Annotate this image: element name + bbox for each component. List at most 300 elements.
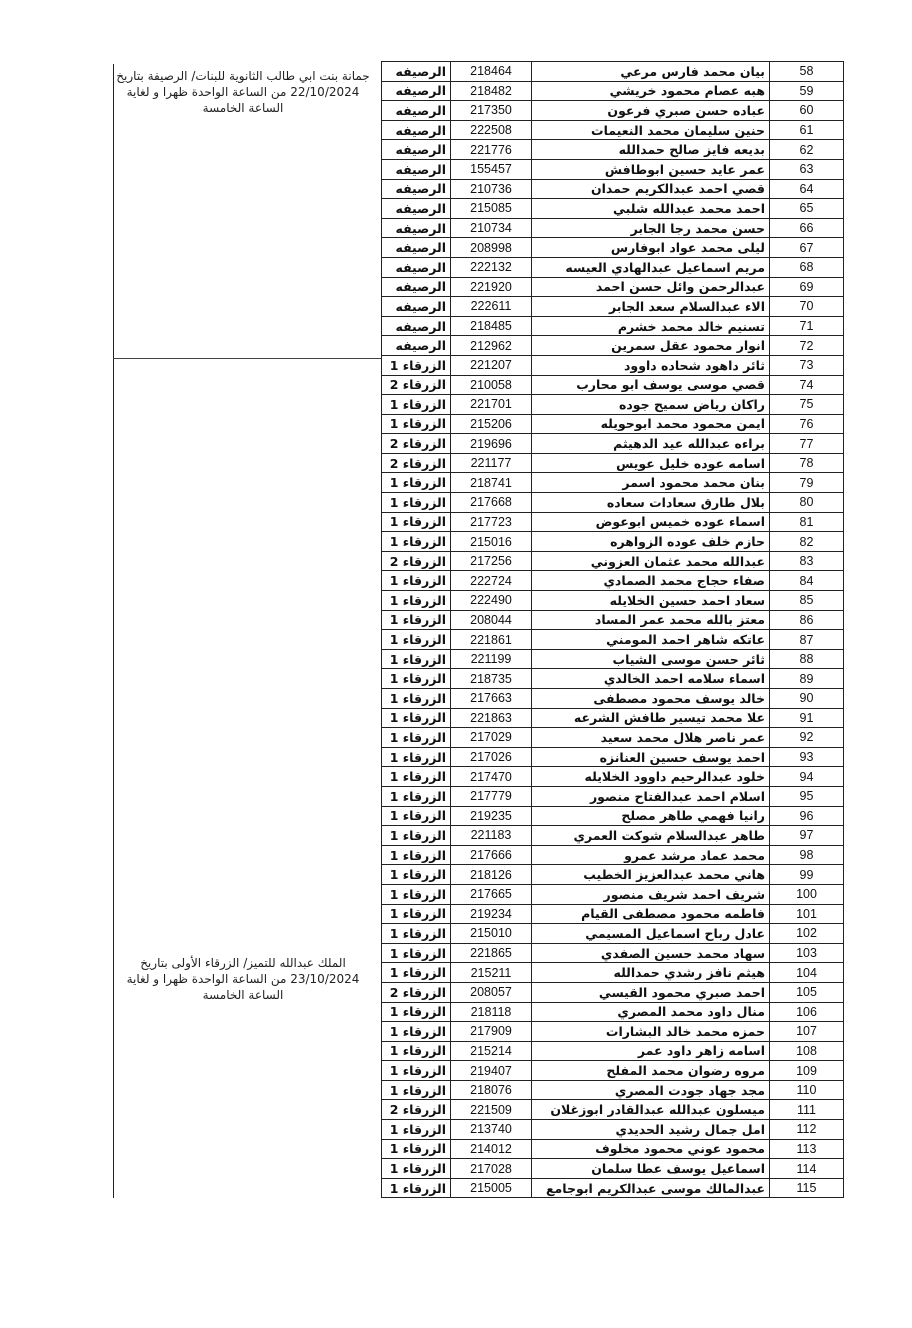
table-row: [382, 649, 844, 669]
table-row: [382, 845, 844, 865]
cell-student-name: ايمن محمود محمد ابوحويله: [532, 414, 770, 434]
cell-student-id: 215206: [451, 414, 532, 434]
table-row: [382, 826, 844, 846]
cell-serial-number: 75: [770, 395, 844, 415]
cell-serial-number: 112: [770, 1120, 844, 1140]
cell-city: الزرقاء 1: [382, 571, 451, 591]
cell-student-name: عاتكه شاهر احمد المومني: [532, 630, 770, 650]
cell-serial-number: 59: [770, 81, 844, 101]
cell-student-name: فاطمه محمود مصطفى القيام: [532, 904, 770, 924]
cell-city: الزرقاء 1: [382, 1159, 451, 1179]
table-row: [382, 571, 844, 591]
table-row: [382, 62, 844, 82]
cell-student-id: 219696: [451, 434, 532, 454]
table-row: [382, 786, 844, 806]
cell-student-name: خالد يوسف محمود مصطفى: [532, 689, 770, 709]
cell-student-name: حازم خلف عوده الزواهره: [532, 532, 770, 552]
cell-serial-number: 84: [770, 571, 844, 591]
cell-student-id: 219235: [451, 806, 532, 826]
cell-student-id: 217779: [451, 786, 532, 806]
cell-student-id: 213740: [451, 1120, 532, 1140]
cell-student-id: 208044: [451, 610, 532, 630]
table-row: [382, 1022, 844, 1042]
cell-student-id: 221920: [451, 277, 532, 297]
cell-student-id: 221183: [451, 826, 532, 846]
cell-city: الزرقاء 1: [382, 806, 451, 826]
cell-student-name: عمر عايد حسين ابوطافش: [532, 159, 770, 179]
cell-student-id: 218485: [451, 316, 532, 336]
cell-serial-number: 76: [770, 414, 844, 434]
cell-student-name: اسماعيل يوسف عطا سلمان: [532, 1159, 770, 1179]
table-row: [382, 1178, 844, 1198]
cell-student-id: 221863: [451, 708, 532, 728]
cell-city: الزرقاء 1: [382, 1080, 451, 1100]
cell-student-name: ميسلون عبدالله عبدالقادر ابوزغلان: [532, 1100, 770, 1120]
cell-student-name: احمد يوسف حسين العنانزه: [532, 747, 770, 767]
cell-student-id: 215010: [451, 924, 532, 944]
cell-city: الزرقاء 2: [382, 1100, 451, 1120]
session-end-2: الساعة الخامسة: [202, 988, 284, 1002]
cell-serial-number: 58: [770, 62, 844, 82]
cell-serial-number: 110: [770, 1080, 844, 1100]
cell-student-name: عادل رباح اسماعيل المسيمي: [532, 924, 770, 944]
cell-student-id: 222132: [451, 257, 532, 277]
cell-city: الزرقاء 1: [382, 845, 451, 865]
cell-student-id: 210736: [451, 179, 532, 199]
cell-city: الرصيفه: [382, 277, 451, 297]
cell-student-name: اسلام احمد عبدالفتاح منصور: [532, 786, 770, 806]
cell-student-name: اسماء سلامه احمد الخالدي: [532, 669, 770, 689]
table-row: [382, 865, 844, 885]
cell-student-name: ثائر داهود شحاده داوود: [532, 355, 770, 375]
cell-student-id: 217666: [451, 845, 532, 865]
cell-city: الزرقاء 1: [382, 1120, 451, 1140]
cell-student-id: 221865: [451, 943, 532, 963]
cell-serial-number: 68: [770, 257, 844, 277]
cell-student-id: 217256: [451, 551, 532, 571]
table-row: [382, 1041, 844, 1061]
candidates-table-body: [382, 62, 844, 1198]
cell-student-name: ليلى محمد عواد ابوفارس: [532, 238, 770, 258]
cell-student-id: 218126: [451, 865, 532, 885]
cell-student-id: 217909: [451, 1022, 532, 1042]
cell-student-id: 212962: [451, 336, 532, 356]
cell-city: الزرقاء 1: [382, 532, 451, 552]
table-row: [382, 434, 844, 454]
cell-city: الزرقاء 1: [382, 473, 451, 493]
table-row: [382, 395, 844, 415]
table-row: [382, 904, 844, 924]
cell-student-name: تسنيم خالد محمد خشرم: [532, 316, 770, 336]
cell-student-id: 210058: [451, 375, 532, 395]
cell-serial-number: 66: [770, 218, 844, 238]
cell-city: الزرقاء 1: [382, 1022, 451, 1042]
table-row: [382, 257, 844, 277]
cell-city: الزرقاء 1: [382, 355, 451, 375]
cell-student-name: احمد صبري محمود القيسي: [532, 982, 770, 1002]
cell-student-id: 217029: [451, 728, 532, 748]
cell-student-name: محمود عوني محمود مخلوف: [532, 1139, 770, 1159]
table-row: [382, 218, 844, 238]
table-row: [382, 512, 844, 532]
cell-serial-number: 61: [770, 120, 844, 140]
cell-city: الزرقاء 1: [382, 610, 451, 630]
cell-student-name: اسامه عوده خليل عويس: [532, 453, 770, 473]
session-end-1: الساعة الخامسة: [202, 101, 284, 115]
candidates-table: [381, 61, 844, 1198]
table-row: [382, 610, 844, 630]
cell-student-name: راكان رياض سميح جوده: [532, 395, 770, 415]
cell-city: الزرقاء 1: [382, 493, 451, 513]
cell-serial-number: 109: [770, 1061, 844, 1081]
table-row: [382, 728, 844, 748]
cell-student-name: عبدالمالك موسى عبدالكريم ابوجامع: [532, 1178, 770, 1198]
cell-student-name: هبه عصام محمود خريشي: [532, 81, 770, 101]
cell-student-name: انوار محمود عقل سمرين: [532, 336, 770, 356]
cell-student-name: هاني محمد عبدالعزيز الخطيب: [532, 865, 770, 885]
cell-city: الزرقاء 1: [382, 884, 451, 904]
cell-student-name: مجد جهاد جودت المصري: [532, 1080, 770, 1100]
cell-city: الزرقاء 1: [382, 1002, 451, 1022]
cell-serial-number: 114: [770, 1159, 844, 1179]
cell-student-name: براءه عبدالله عيد الدهيثم: [532, 434, 770, 454]
cell-student-name: هيثم نافز رشدي حمدالله: [532, 963, 770, 983]
cell-city: الزرقاء 1: [382, 963, 451, 983]
cell-student-name: الاء عبدالسلام سعد الجابر: [532, 297, 770, 317]
cell-city: الزرقاء 2: [382, 434, 451, 454]
table-row: [382, 120, 844, 140]
cell-student-name: ثائر حسن موسى الشياب: [532, 649, 770, 669]
cell-serial-number: 73: [770, 355, 844, 375]
cell-student-name: عبدالله محمد عثمان العزوني: [532, 551, 770, 571]
cell-student-name: منال داود محمد المصري: [532, 1002, 770, 1022]
cell-serial-number: 106: [770, 1002, 844, 1022]
table-row: [382, 199, 844, 219]
table-row: [382, 277, 844, 297]
cell-student-name: سعاد احمد حسين الخلايله: [532, 591, 770, 611]
cell-city: الرصيفه: [382, 336, 451, 356]
cell-student-id: 215214: [451, 1041, 532, 1061]
session-location-1: جمانة بنت ابي طالب الثانوية للبنات/ الرصيفة بتاريخ: [116, 69, 370, 83]
cell-serial-number: 111: [770, 1100, 844, 1120]
cell-serial-number: 69: [770, 277, 844, 297]
cell-serial-number: 70: [770, 297, 844, 317]
cell-student-id: 218076: [451, 1080, 532, 1100]
table-row: [382, 453, 844, 473]
cell-serial-number: 95: [770, 786, 844, 806]
cell-city: الزرقاء 1: [382, 689, 451, 709]
session-date-1: 22/10/2024 من الساعة الواحدة ظهرا و لغاية: [126, 85, 360, 99]
session-date-2: 23/10/2024 من الساعة الواحدة ظهرا و لغاية: [126, 972, 360, 986]
cell-student-name: مريم اسماعيل عبدالهادي العيسه: [532, 257, 770, 277]
cell-city: الرصيفه: [382, 120, 451, 140]
cell-serial-number: 78: [770, 453, 844, 473]
table-row: [382, 336, 844, 356]
cell-city: الزرقاء 2: [382, 551, 451, 571]
cell-city: الزرقاء 1: [382, 708, 451, 728]
cell-city: الزرقاء 1: [382, 924, 451, 944]
cell-city: الرصيفه: [382, 238, 451, 258]
cell-city: الرصيفه: [382, 179, 451, 199]
cell-student-id: 215211: [451, 963, 532, 983]
cell-serial-number: 81: [770, 512, 844, 532]
cell-student-id: 217668: [451, 493, 532, 513]
table-row: [382, 1080, 844, 1100]
cell-city: الزرقاء 1: [382, 826, 451, 846]
table-row: [382, 238, 844, 258]
cell-student-name: سهاد محمد حسين الصفدي: [532, 943, 770, 963]
cell-serial-number: 91: [770, 708, 844, 728]
cell-student-id: 221207: [451, 355, 532, 375]
cell-student-id: 215085: [451, 199, 532, 219]
cell-student-id: 217723: [451, 512, 532, 532]
cell-serial-number: 93: [770, 747, 844, 767]
cell-city: الزرقاء 1: [382, 649, 451, 669]
cell-city: الرصيفه: [382, 159, 451, 179]
cell-serial-number: 79: [770, 473, 844, 493]
cell-student-id: 208057: [451, 982, 532, 1002]
table-row: [382, 806, 844, 826]
cell-serial-number: 62: [770, 140, 844, 160]
cell-student-name: عبدالرحمن وائل حسن احمد: [532, 277, 770, 297]
cell-student-name: عباده حسن صبري فرعون: [532, 101, 770, 121]
cell-serial-number: 63: [770, 159, 844, 179]
cell-serial-number: 64: [770, 179, 844, 199]
cell-city: الزرقاء 1: [382, 767, 451, 787]
cell-serial-number: 115: [770, 1178, 844, 1198]
cell-student-id: 217026: [451, 747, 532, 767]
table-row: [382, 159, 844, 179]
cell-city: الزرقاء 2: [382, 982, 451, 1002]
cell-student-id: 221861: [451, 630, 532, 650]
cell-student-id: 221701: [451, 395, 532, 415]
cell-city: الزرقاء 2: [382, 453, 451, 473]
cell-student-name: بلال طارق سعادات سعاده: [532, 493, 770, 513]
cell-city: الرصيفه: [382, 101, 451, 121]
cell-student-id: 218118: [451, 1002, 532, 1022]
cell-serial-number: 97: [770, 826, 844, 846]
cell-city: الرصيفه: [382, 297, 451, 317]
cell-city: الزرقاء 1: [382, 669, 451, 689]
cell-city: الرصيفه: [382, 257, 451, 277]
cell-serial-number: 65: [770, 199, 844, 219]
group-column-border: [113, 64, 114, 1198]
cell-student-name: علا محمد تيسير طافش الشرعه: [532, 708, 770, 728]
table-row: [382, 355, 844, 375]
cell-student-name: شريف احمد شريف منصور: [532, 884, 770, 904]
table-row: [382, 1061, 844, 1081]
table-row: [382, 669, 844, 689]
table-row: [382, 493, 844, 513]
cell-student-name: معتز بالله محمد عمر المساد: [532, 610, 770, 630]
cell-city: الزرقاء 1: [382, 904, 451, 924]
cell-city: الزرقاء 1: [382, 512, 451, 532]
cell-student-name: محمد عماد مرشد عمرو: [532, 845, 770, 865]
cell-student-name: صفاء حجاج محمد الصمادي: [532, 571, 770, 591]
cell-serial-number: 103: [770, 943, 844, 963]
cell-student-name: بديعه فايز صالح حمدالله: [532, 140, 770, 160]
cell-city: الزرقاء 1: [382, 747, 451, 767]
cell-student-name: احمد محمد عبدالله شلبي: [532, 199, 770, 219]
cell-serial-number: 67: [770, 238, 844, 258]
table-row: [382, 179, 844, 199]
session-group-2: [112, 955, 374, 1003]
cell-student-name: قصي احمد عبدالكريم حمدان: [532, 179, 770, 199]
cell-serial-number: 88: [770, 649, 844, 669]
cell-student-name: امل جمال رشيد الحديدي: [532, 1120, 770, 1140]
table-row: [382, 1139, 844, 1159]
cell-student-name: حسن محمد رجا الجابر: [532, 218, 770, 238]
table-row: [382, 963, 844, 983]
table-row: [382, 767, 844, 787]
table-row: [382, 551, 844, 571]
cell-city: الزرقاء 1: [382, 1041, 451, 1061]
cell-student-id: 221509: [451, 1100, 532, 1120]
table-row: [382, 1120, 844, 1140]
cell-serial-number: 89: [770, 669, 844, 689]
cell-city: الرصيفه: [382, 81, 451, 101]
cell-serial-number: 80: [770, 493, 844, 513]
cell-student-id: 222611: [451, 297, 532, 317]
cell-city: الزرقاء 1: [382, 943, 451, 963]
cell-student-name: طاهر عبدالسلام شوكت العمري: [532, 826, 770, 846]
cell-serial-number: 72: [770, 336, 844, 356]
cell-city: الرصيفه: [382, 316, 451, 336]
cell-serial-number: 98: [770, 845, 844, 865]
cell-student-id: 219234: [451, 904, 532, 924]
cell-student-name: اسامه زاهر داود عمر: [532, 1041, 770, 1061]
cell-student-id: 222724: [451, 571, 532, 591]
cell-student-id: 217350: [451, 101, 532, 121]
table-row: [382, 747, 844, 767]
table-row: [382, 708, 844, 728]
cell-serial-number: 101: [770, 904, 844, 924]
cell-student-id: 217665: [451, 884, 532, 904]
table-row: [382, 375, 844, 395]
cell-serial-number: 77: [770, 434, 844, 454]
cell-serial-number: 96: [770, 806, 844, 826]
table-row: [382, 924, 844, 944]
cell-city: الزرقاء 1: [382, 1178, 451, 1198]
cell-city: الزرقاء 1: [382, 786, 451, 806]
cell-city: الزرقاء 1: [382, 1061, 451, 1081]
cell-student-name: حمزه محمد خالد البشارات: [532, 1022, 770, 1042]
table-row: [382, 140, 844, 160]
group-separator: [113, 358, 381, 359]
cell-student-id: 210734: [451, 218, 532, 238]
cell-student-id: 217028: [451, 1159, 532, 1179]
table-row: [382, 630, 844, 650]
cell-city: الرصيفه: [382, 199, 451, 219]
cell-student-id: 215005: [451, 1178, 532, 1198]
table-row: [382, 1100, 844, 1120]
cell-city: الزرقاء 1: [382, 1139, 451, 1159]
table-row: [382, 591, 844, 611]
table-row: [382, 297, 844, 317]
cell-city: الزرقاء 1: [382, 395, 451, 415]
cell-student-id: 221776: [451, 140, 532, 160]
cell-student-name: بنان محمد محمود اسمر: [532, 473, 770, 493]
cell-student-id: 155457: [451, 159, 532, 179]
cell-student-id: 221177: [451, 453, 532, 473]
cell-student-id: 214012: [451, 1139, 532, 1159]
cell-serial-number: 92: [770, 728, 844, 748]
table-row: [382, 532, 844, 552]
cell-student-id: 222508: [451, 120, 532, 140]
cell-city: الرصيفه: [382, 140, 451, 160]
table-row: [382, 982, 844, 1002]
cell-student-name: حنين سليمان محمد النعيمات: [532, 120, 770, 140]
table-row: [382, 1159, 844, 1179]
table-row: [382, 316, 844, 336]
cell-city: الرصيفه: [382, 218, 451, 238]
cell-serial-number: 85: [770, 591, 844, 611]
cell-student-name: بيان محمد فارس مرعي: [532, 62, 770, 82]
session-location-2: الملك عبدالله للتميز/ الزرقاء الأولى بتاريخ: [140, 956, 346, 970]
cell-serial-number: 90: [770, 689, 844, 709]
cell-serial-number: 94: [770, 767, 844, 787]
cell-city: الزرقاء 1: [382, 414, 451, 434]
cell-student-id: 218482: [451, 81, 532, 101]
cell-student-name: مروه رضوان محمد المفلح: [532, 1061, 770, 1081]
table-row: [382, 943, 844, 963]
cell-student-id: 221199: [451, 649, 532, 669]
cell-student-id: 217663: [451, 689, 532, 709]
cell-city: الرصيفه: [382, 62, 451, 82]
cell-student-name: عمر ناصر هلال محمد سعيد: [532, 728, 770, 748]
table-row: [382, 1002, 844, 1022]
cell-student-id: 217470: [451, 767, 532, 787]
cell-student-id: 219407: [451, 1061, 532, 1081]
cell-student-name: اسماء عوده خميس ابوعوض: [532, 512, 770, 532]
session-group-1: [112, 68, 374, 116]
cell-serial-number: 108: [770, 1041, 844, 1061]
cell-city: الزرقاء 1: [382, 630, 451, 650]
cell-student-id: 218464: [451, 62, 532, 82]
cell-city: الزرقاء 1: [382, 865, 451, 885]
cell-serial-number: 104: [770, 963, 844, 983]
cell-serial-number: 87: [770, 630, 844, 650]
cell-serial-number: 83: [770, 551, 844, 571]
table-row: [382, 473, 844, 493]
cell-student-id: 222490: [451, 591, 532, 611]
cell-serial-number: 99: [770, 865, 844, 885]
cell-city: الزرقاء 2: [382, 375, 451, 395]
cell-student-name: قصي موسى يوسف ابو محارب: [532, 375, 770, 395]
cell-serial-number: 113: [770, 1139, 844, 1159]
cell-serial-number: 74: [770, 375, 844, 395]
cell-student-id: 218735: [451, 669, 532, 689]
cell-student-name: خلود عبدالرحيم داوود الخلايله: [532, 767, 770, 787]
cell-serial-number: 102: [770, 924, 844, 944]
cell-serial-number: 107: [770, 1022, 844, 1042]
cell-serial-number: 100: [770, 884, 844, 904]
table-row: [382, 884, 844, 904]
cell-serial-number: 105: [770, 982, 844, 1002]
cell-city: الزرقاء 1: [382, 728, 451, 748]
table-row: [382, 689, 844, 709]
table-row: [382, 81, 844, 101]
cell-serial-number: 60: [770, 101, 844, 121]
cell-student-name: رانيا فهمي طاهر مصلح: [532, 806, 770, 826]
cell-serial-number: 82: [770, 532, 844, 552]
table-row: [382, 414, 844, 434]
cell-serial-number: 86: [770, 610, 844, 630]
cell-city: الزرقاء 1: [382, 591, 451, 611]
table-row: [382, 101, 844, 121]
cell-student-id: 208998: [451, 238, 532, 258]
cell-student-id: 218741: [451, 473, 532, 493]
